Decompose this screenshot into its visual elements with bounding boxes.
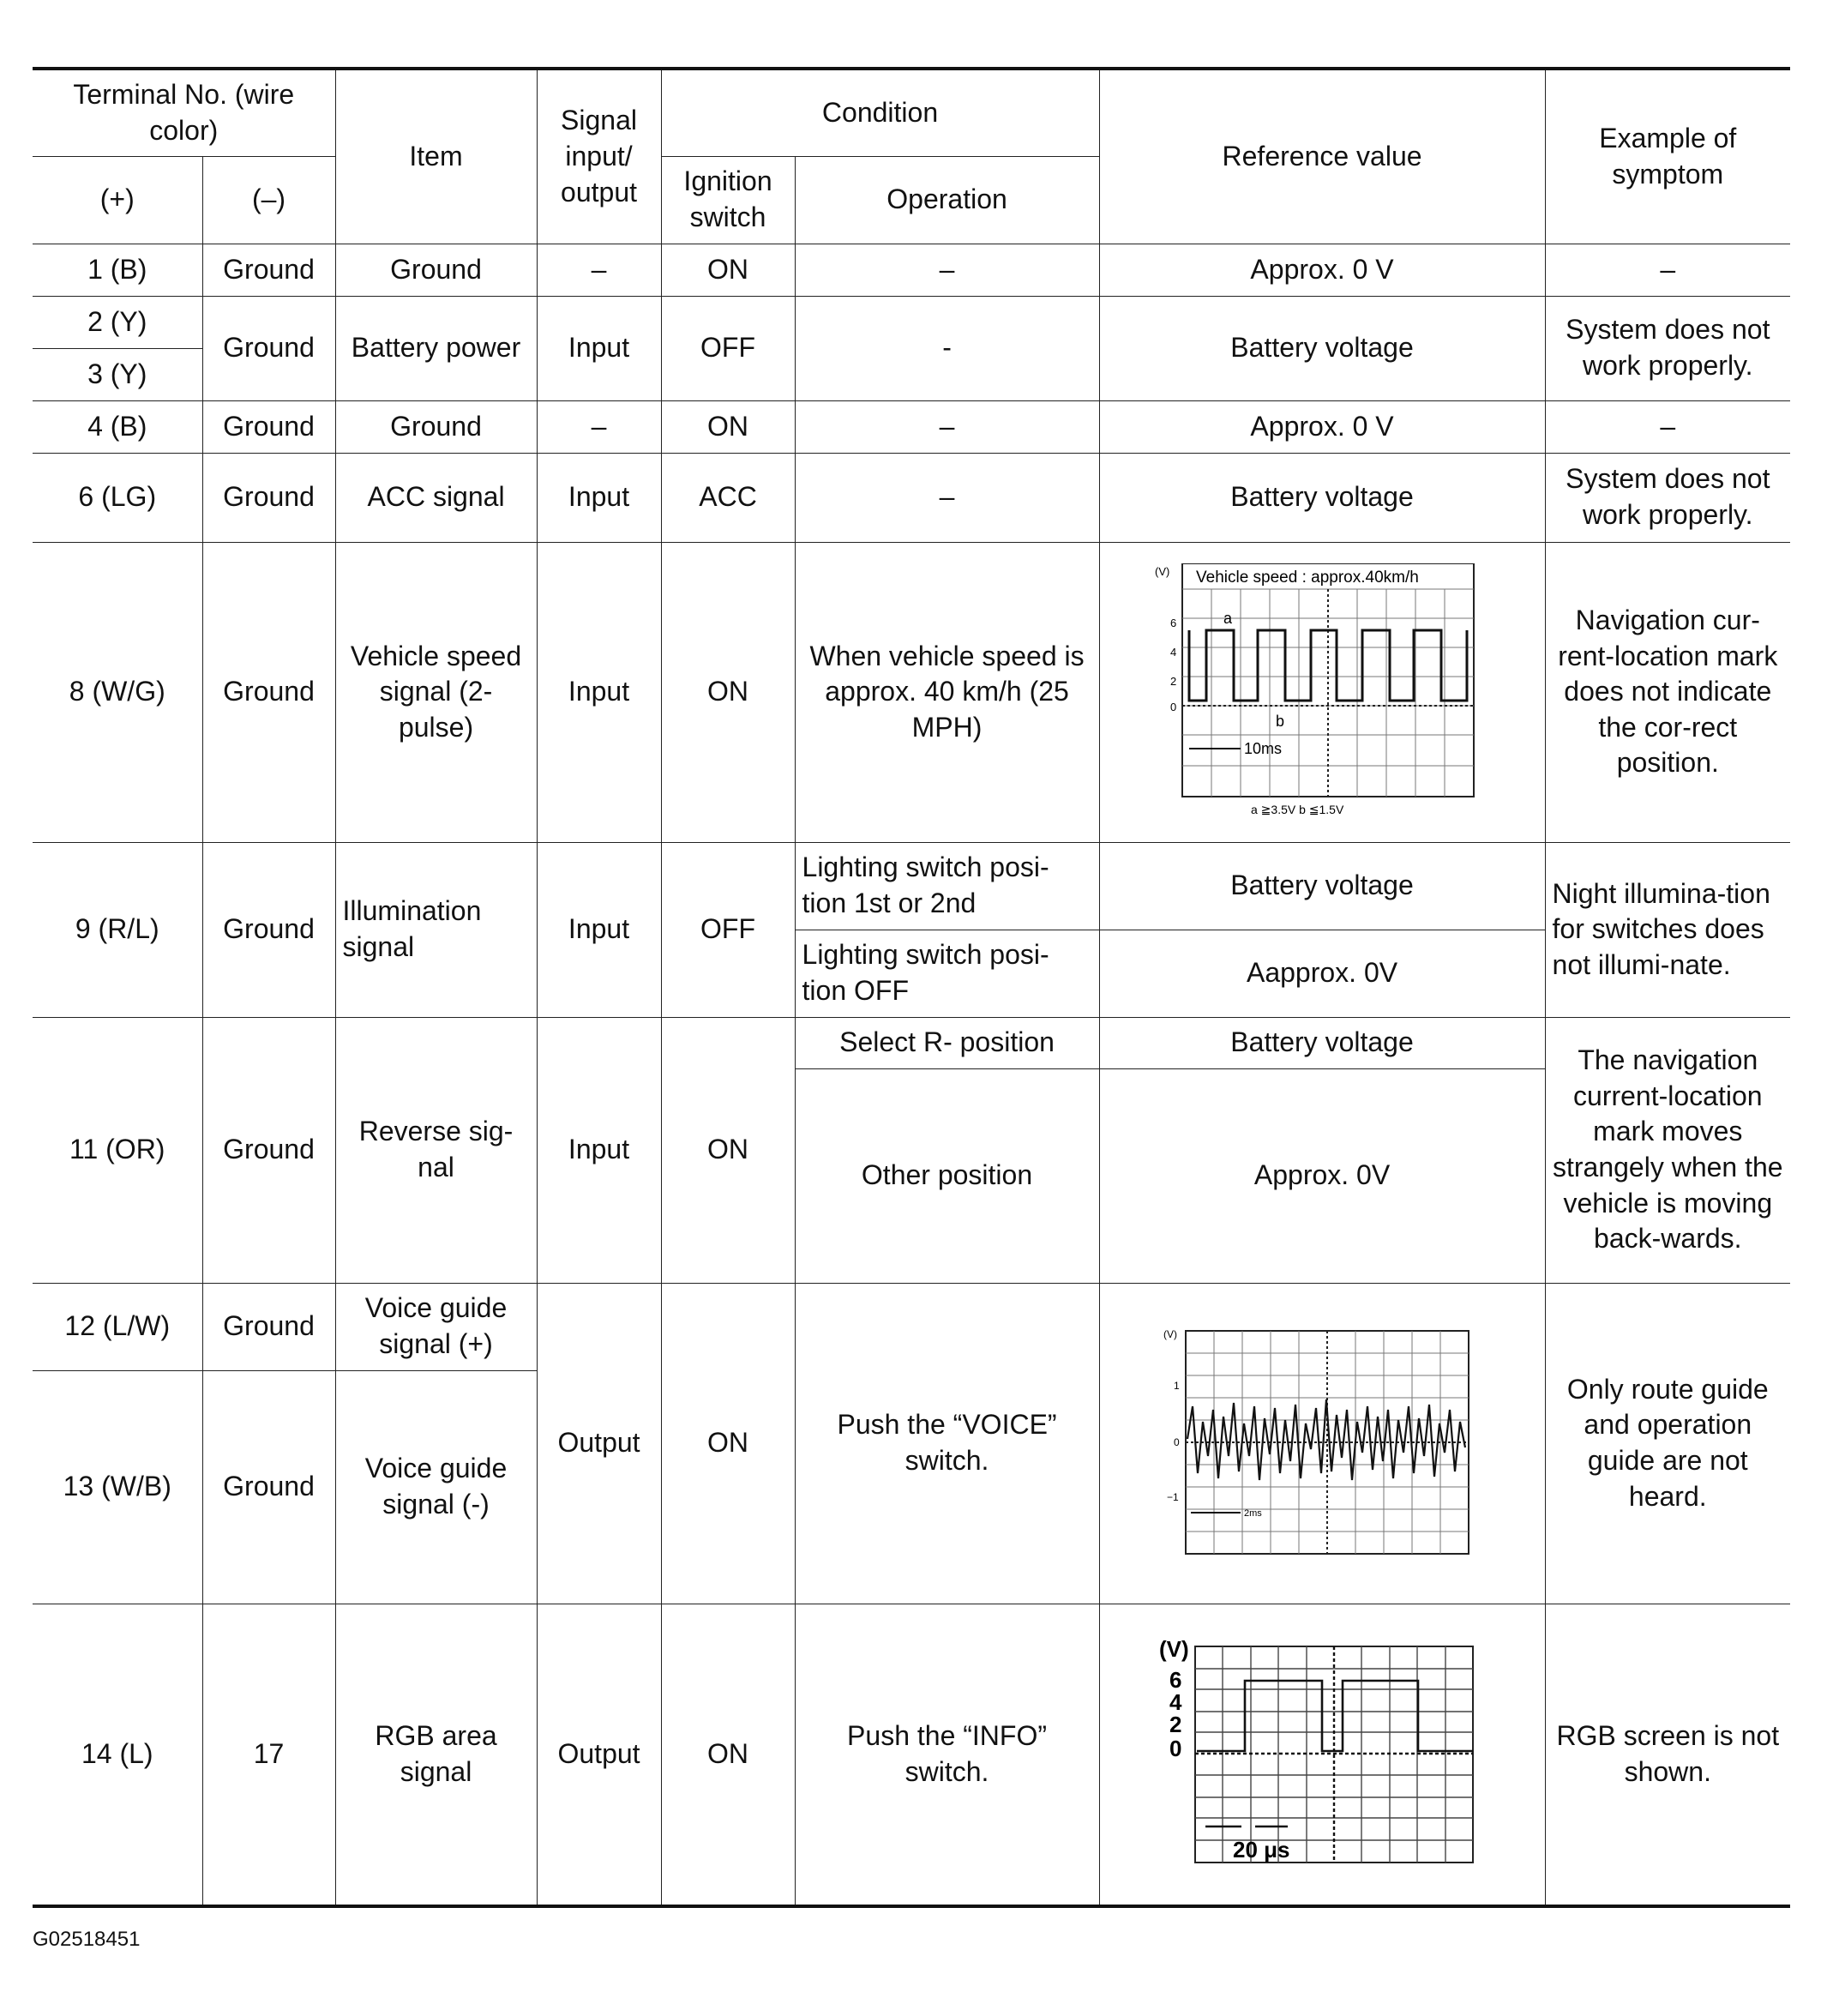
operation-cell: Push the “INFO” switch.	[795, 1604, 1099, 1906]
io-cell: –	[537, 244, 661, 296]
operation-cell: –	[795, 400, 1099, 453]
ignition-cell: ON	[661, 542, 795, 842]
wave-unit: (V)	[1163, 1328, 1178, 1340]
operation-cell: –	[795, 453, 1099, 542]
operation-cell: Other position	[795, 1068, 1099, 1283]
y-tick: 0	[1174, 1436, 1180, 1448]
symptom-cell: RGB screen is not shown.	[1545, 1604, 1790, 1906]
item-cell: Ground	[335, 244, 537, 296]
terminal-plus: 2 (Y)	[33, 296, 202, 348]
rgb-waveform	[1159, 1634, 1485, 1875]
item-cell: Illumination signal	[335, 842, 537, 1017]
table-row	[33, 400, 1790, 453]
reference-cell: Battery voltage	[1099, 453, 1545, 542]
header-minus: (–)	[202, 156, 335, 244]
terminal-minus: Ground	[202, 842, 335, 1017]
wave-unit: (V)	[1159, 1635, 1189, 1662]
y-tick: 0	[1170, 701, 1177, 713]
header-operation: Operation	[795, 156, 1099, 244]
io-cell: Output	[537, 1283, 661, 1604]
header-signal-io: Signal input/ output	[537, 69, 661, 244]
y-tick: 6	[1169, 1666, 1182, 1693]
reference-cell: Battery voltage	[1099, 1017, 1545, 1068]
terminal-plus: 12 (L/W)	[33, 1283, 202, 1370]
time-scale: 20 μs	[1233, 1836, 1290, 1863]
io-cell: Input	[537, 1017, 661, 1283]
y-tick: 1	[1174, 1380, 1180, 1392]
label-a: a	[1223, 610, 1233, 627]
terminal-minus: Ground	[202, 1017, 335, 1283]
terminal-minus: Ground	[202, 542, 335, 842]
io-cell: Input	[537, 542, 661, 842]
voice-waveform-cell	[1099, 1283, 1545, 1604]
operation-cell: Lighting switch posi-tion 1st or 2nd	[795, 842, 1099, 930]
speed-waveform	[1155, 563, 1489, 821]
reference-cell: Aapprox. 0V	[1099, 930, 1545, 1017]
operation-cell: When vehicle speed is approx. 40 km/h (25 MPH)	[795, 542, 1099, 842]
terminal-minus: 17	[202, 1604, 335, 1906]
y-tick: 0	[1169, 1735, 1182, 1761]
table-row	[33, 1604, 1790, 1906]
header-terminal: Terminal No. (wire color)	[33, 69, 335, 156]
speed-waveform-cell	[1099, 542, 1545, 842]
operation-cell: -	[795, 296, 1099, 400]
table-row	[33, 1017, 1790, 1068]
terminal-plus: 4 (B)	[33, 400, 202, 453]
table-row	[33, 453, 1790, 542]
terminal-minus: Ground	[202, 296, 335, 400]
symptom-cell: System does not work properly.	[1545, 296, 1790, 400]
header-plus: (+)	[33, 156, 202, 244]
terminal-plus: 13 (W/B)	[33, 1370, 202, 1604]
item-cell: ACC signal	[335, 453, 537, 542]
terminal-minus: Ground	[202, 453, 335, 542]
ignition-cell: ON	[661, 1604, 795, 1906]
reference-cell: Battery voltage	[1099, 842, 1545, 930]
terminal-plus: 11 (OR)	[33, 1017, 202, 1283]
terminal-plus: 1 (B)	[33, 244, 202, 296]
item-cell: Battery power	[335, 296, 537, 400]
table-row	[33, 842, 1790, 930]
terminal-minus: Ground	[202, 1283, 335, 1370]
y-tick: 2	[1170, 675, 1177, 688]
terminal-minus: Ground	[202, 244, 335, 296]
label-b: b	[1276, 713, 1285, 730]
table-row	[33, 1283, 1790, 1370]
y-tick: 2	[1169, 1711, 1182, 1737]
voice-waveform	[1163, 1327, 1481, 1559]
y-tick: 6	[1170, 617, 1177, 629]
ignition-cell: ACC	[661, 453, 795, 542]
item-cell: Voice guide signal (+)	[335, 1283, 537, 1370]
figure-code: G02518451	[33, 1928, 141, 1951]
symptom-cell: –	[1545, 244, 1790, 296]
header-ignition: Ignition switch	[661, 156, 795, 244]
symptom-cell: Only route guide and operation guide are not heard.	[1545, 1283, 1790, 1604]
item-cell: Voice guide signal (-)	[335, 1370, 537, 1604]
header-condition: Condition	[661, 69, 1099, 156]
io-cell: Input	[537, 842, 661, 1017]
y-tick: −1	[1167, 1491, 1179, 1503]
symptom-cell: –	[1545, 400, 1790, 453]
reference-cell: Approx. 0 V	[1099, 244, 1545, 296]
level-note: a ≧3.5V b ≦1.5V	[1251, 803, 1344, 816]
y-tick: 4	[1170, 646, 1177, 659]
ignition-cell: ON	[661, 244, 795, 296]
ignition-cell: OFF	[661, 296, 795, 400]
reference-cell: Approx. 0V	[1099, 1068, 1545, 1283]
header-item: Item	[335, 69, 537, 244]
header-reference: Reference value	[1099, 69, 1545, 244]
ignition-cell: ON	[661, 1017, 795, 1283]
ignition-cell: OFF	[661, 842, 795, 1017]
reference-cell: Approx. 0 V	[1099, 400, 1545, 453]
symptom-cell: Night illumina-tion for switches does not illumi-nate.	[1545, 842, 1790, 1017]
terminal-plus: 6 (LG)	[33, 453, 202, 542]
terminal-plus: 9 (R/L)	[33, 842, 202, 1017]
y-tick: 4	[1169, 1688, 1182, 1715]
table-row	[33, 542, 1790, 842]
io-cell: –	[537, 400, 661, 453]
terminal-plus: 3 (Y)	[33, 348, 202, 400]
io-cell: Input	[537, 453, 661, 542]
symptom-cell: Navigation cur-rent-location mark does not indicate the cor-rect position.	[1545, 542, 1790, 842]
rgb-waveform-cell	[1099, 1604, 1545, 1906]
ignition-cell: ON	[661, 1283, 795, 1604]
terminal-minus: Ground	[202, 400, 335, 453]
terminal-minus: Ground	[202, 1370, 335, 1604]
operation-cell: –	[795, 244, 1099, 296]
terminal-plus: 14 (L)	[33, 1604, 202, 1906]
operation-cell: Select R- position	[795, 1017, 1099, 1068]
wave-caption: Vehicle speed : approx.40km/h	[1196, 569, 1419, 587]
reference-cell: Battery voltage	[1099, 296, 1545, 400]
symptom-cell: System does not work properly.	[1545, 453, 1790, 542]
table-row	[33, 296, 1790, 348]
table-row	[33, 244, 1790, 296]
header-symptom: Example of symptom	[1545, 69, 1790, 244]
symptom-cell: The navigation current-location mark moves strangely when the vehicle is moving back-wards.	[1545, 1017, 1790, 1283]
wave-frame	[1182, 563, 1474, 797]
time-scale: 2ms	[1244, 1508, 1262, 1519]
time-scale: 10ms	[1244, 740, 1283, 757]
terminal-reference-table	[33, 67, 1790, 1908]
operation-cell: Push the “VOICE” switch.	[795, 1283, 1099, 1604]
item-cell: Vehicle speed signal (2-pulse)	[335, 542, 537, 842]
operation-cell: Lighting switch posi-tion OFF	[795, 930, 1099, 1017]
item-cell: RGB area signal	[335, 1604, 537, 1906]
item-cell: Reverse sig-nal	[335, 1017, 537, 1283]
io-cell: Output	[537, 1604, 661, 1906]
terminal-plus: 8 (W/G)	[33, 542, 202, 842]
ignition-cell: ON	[661, 400, 795, 453]
io-cell: Input	[537, 296, 661, 400]
item-cell: Ground	[335, 400, 537, 453]
wave-unit: (V)	[1155, 565, 1170, 578]
